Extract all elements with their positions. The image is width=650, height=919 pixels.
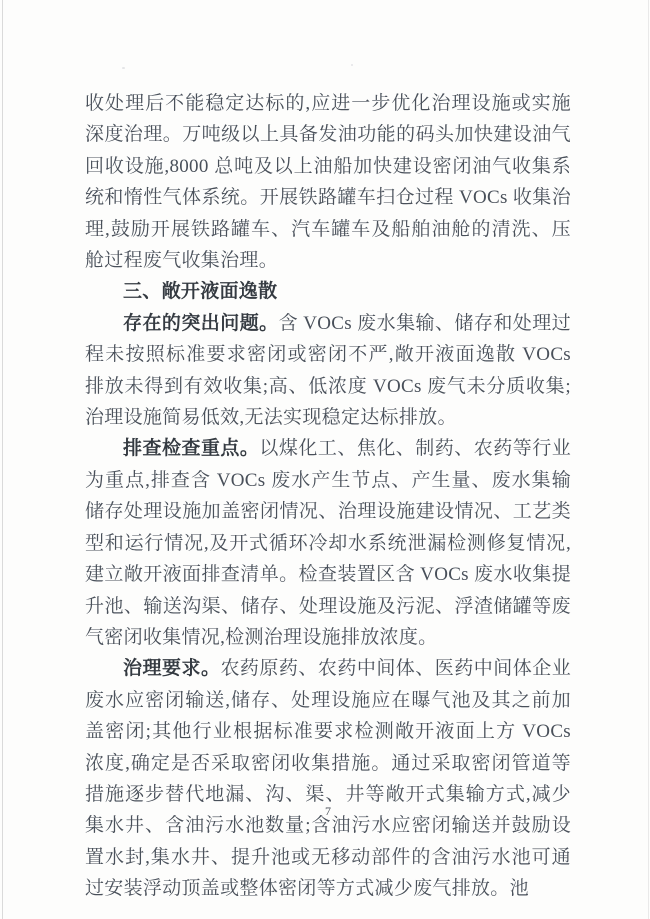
page-left-edge: [2, 0, 3, 919]
paragraph-inspection: [85, 433, 571, 653]
paragraph-inspection-body: 以煤化工、焦化、制药、农药等行业为重点,排查含 VOCs 废水产生节点、产生量、废水集输储存处理设施加盖密闭情况、治理设施建设情况、工艺类型和运行情况,及开式循环冷却水系统泄漏检测修复情况,建立敞开液面排查清单。检查装置区含 VOCs 废水收集提升池、输送沟渠、储存、处理设施及污泥、浮渣储罐等废气密闭收集情况,检测治理设施排放浓度。: [85, 438, 571, 648]
page-right-edge: [648, 0, 649, 919]
paragraph-treatment-lead: 治理要求。: [123, 658, 221, 680]
paragraph-treatment-body: 农药原药、农药中间体、医药中间体企业废水应密闭输送,储存、处理设施应在曝气池及其之前加盖密闭;其他行业根据标准要求检测敞开液面上方 VOCs 浓度,确定是否采取密闭收集措施。通过采取密闭管道等措施逐步替代地漏、沟、渠、井等敞开式集输方式,减少集水井、含油污水池数量;含油污水应密闭输送并鼓励设置水封,集水井、提升池或无移动部件的含油污水池可通过安装浮动顶盖或整体密闭等方式减少废气排放。池: [85, 658, 571, 900]
section-heading: 三、敞开液面逸散: [123, 281, 278, 303]
scan-speck: [122, 67, 125, 69]
paragraph-problems-body: 含 VOCs 废水集输、储存和处理过程未按照标准要求密闭或密闭不严,敞开液面逸散 VOCs 排放未得到有效收集;高、低浓度 VOCs 废气未分质收集;治理设施简易低效,无法实现稳定达标排放。: [85, 312, 571, 429]
page-number: 7: [325, 804, 331, 818]
paragraph-treatment: [85, 653, 571, 904]
document-text: [85, 88, 571, 905]
scan-speck: [351, 64, 353, 66]
paragraph-inspection-lead: 排查检查重点。: [123, 438, 260, 460]
paragraph-continuation: 收处理后不能稳定达标的,应进一步优化治理设施或实施深度治理。万吨级以上具备发油功能的码头加快建设油气回收设施,8000 总吨及以上油船加快建设密闭油气收集系统和惰性气体系统。开展铁路罐车扫仓过程 VOCs 收集治理,鼓励开展铁路罐车、汽车罐车及船舶油舱的清洗、压舱过程废气收集治理。: [85, 93, 571, 272]
paragraph-problems-lead: 存在的突出问题。: [123, 312, 279, 334]
paragraph-problems: [85, 308, 571, 434]
